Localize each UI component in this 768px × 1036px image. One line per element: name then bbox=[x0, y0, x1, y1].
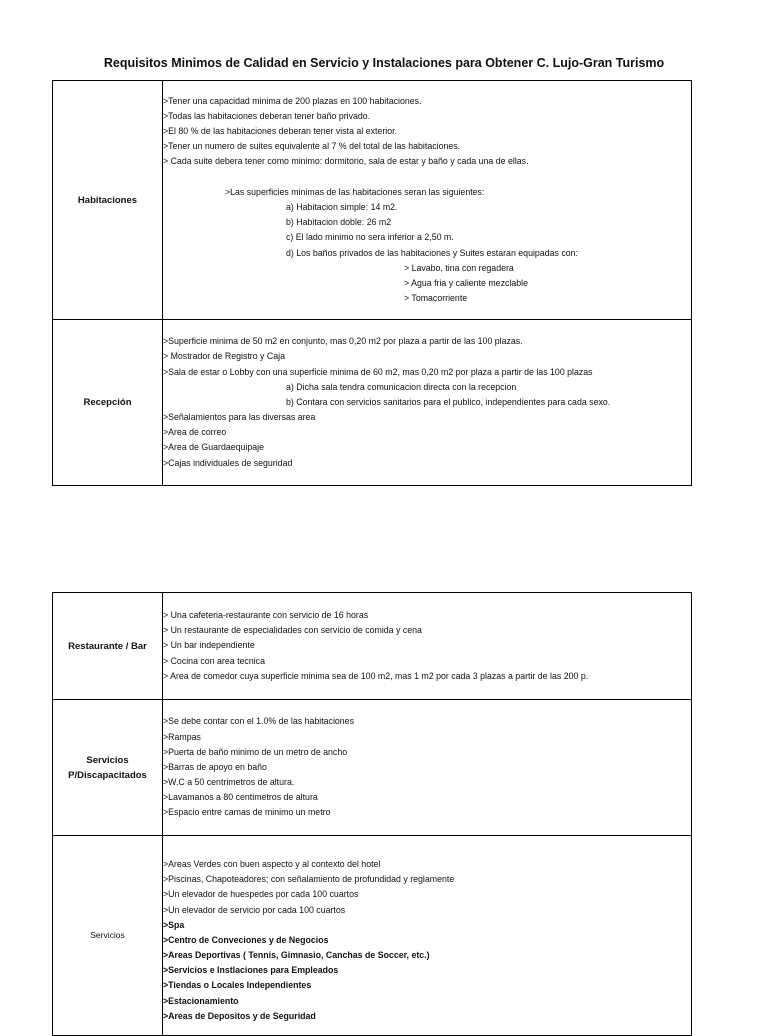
list-item: >W.C a 50 centrimetros de altura. bbox=[163, 777, 295, 788]
row-label-restaurante: Restaurante / Bar bbox=[53, 593, 163, 700]
sub-list-item: a) Dicha sala tendra comunicacion directa con la recepcion bbox=[286, 381, 517, 392]
row-label-discapacitados bbox=[53, 700, 163, 836]
row-label-recepcion: Recepción bbox=[53, 320, 163, 486]
list-item: >Tener una capacidad minima de 200 plazas en 100 habitaciones. bbox=[163, 95, 422, 106]
table-row-habitaciones bbox=[53, 81, 692, 320]
list-item: >Barras de apoyo en baño bbox=[163, 761, 267, 772]
list-item: > Mostrador de Registro y Caja bbox=[163, 351, 285, 362]
list-item: >Se debe contar con el 1.0% de las habitaciones bbox=[163, 716, 354, 727]
row-content-servicios bbox=[163, 836, 692, 1036]
sub-list-item: d) Los baños privados de las habitaciones y Suites estaran equipadas con: bbox=[286, 247, 578, 258]
row-label-servicios: Servicios bbox=[53, 836, 163, 1036]
list-item: >Superficie minima de 50 m2 en conjunto, mas 0,20 m2 por plaza a partir de las 100 plazas. bbox=[163, 336, 523, 347]
bath-list-item: > Lavabo, tina con regadera bbox=[404, 262, 514, 273]
spacer bbox=[163, 170, 691, 185]
list-item: >Puerta de baño minimo de un metro de ancho bbox=[163, 746, 348, 757]
list-item-bold: >Centro de Conveciones y de Negocios bbox=[163, 934, 329, 945]
table-row-discapacitados bbox=[53, 700, 692, 836]
list-item: >Tener un numero de suites equivalente al 7 % del total de las habitaciones. bbox=[163, 141, 461, 152]
list-item: > Cocina con area tecnica bbox=[163, 655, 265, 666]
row-content-recepcion bbox=[163, 320, 692, 486]
bath-list-item: > Agua fria y caliente mezclable bbox=[404, 277, 528, 288]
list-item: >Un elevador de huespedes por cada 100 cuartos bbox=[163, 889, 359, 900]
list-item: >Lavamanos a 80 centimetros de altura bbox=[163, 792, 318, 803]
list-item-bold: >Spa bbox=[163, 919, 185, 930]
list-item: >Area de Guardaequipaje bbox=[163, 442, 264, 453]
list-item: >Sala de estar o Lobby con una superficie minima de 60 m2, mas 0,20 m2 por plaza a partir de las 100 plazas bbox=[163, 366, 593, 377]
list-item: >El 80 % de las habitaciones deberan tener vista al exterior. bbox=[163, 126, 397, 137]
list-item-bold: >Estacionamiento bbox=[163, 995, 239, 1006]
list-item: > Una cafeteria-restaurante con servicio de 16 horas bbox=[163, 610, 369, 621]
list-item: >Señalamientos para las diversas area bbox=[163, 412, 316, 423]
requirements-table-2 bbox=[52, 592, 692, 1036]
list-item-bold: >Tiendas o Locales Independientes bbox=[163, 980, 312, 991]
bath-list-item: > Tomacorriente bbox=[404, 293, 468, 304]
row-label-habitaciones: Habitaciones bbox=[53, 81, 163, 320]
list-item: >Todas las habitaciones deberan tener baño privado. bbox=[163, 110, 371, 121]
list-item: >Espacio entre camas de minimo un metro bbox=[163, 807, 331, 818]
sub-list-item: a) Habitacion simple: 14 m2. bbox=[286, 202, 398, 212]
list-item-bold: >Servicios e Instlaciones para Empleados bbox=[163, 965, 339, 976]
list-item: >Rampas bbox=[163, 731, 201, 742]
sub-list-item: c) El lado minimo no sera inferior a 2,50 m. bbox=[286, 232, 454, 243]
list-item: > Area de comedor cuya superficie minima sea de 100 m2, mas 1 m2 por cada 3 plazas a partir de las 200 p. bbox=[163, 670, 589, 681]
list-item: >Areas Verdes con buen aspecto y al contexto del hotel bbox=[163, 858, 381, 869]
list-item: >Un elevador de servicio por cada 100 cuartos bbox=[163, 904, 346, 915]
list-item-bold: >Areas de Depositos y de Seguridad bbox=[163, 1010, 316, 1021]
list-item: >Cajas individuales de seguridad bbox=[163, 457, 293, 468]
row-content-habitaciones bbox=[163, 81, 692, 320]
row-label-line: P/Discapacitados bbox=[68, 769, 147, 781]
list-item: > Un bar independiente bbox=[163, 640, 255, 651]
table-row-recepcion bbox=[53, 320, 692, 486]
row-content-discapacitados bbox=[163, 700, 692, 836]
table-row-restaurante bbox=[53, 593, 692, 700]
sub-list-item: b) Habitacion doble: 26 m2 bbox=[286, 217, 392, 228]
table-row-servicios bbox=[53, 836, 692, 1036]
list-item: >Piscinas, Chapoteadores; con señalamiento de profundidad y reglamente bbox=[163, 874, 455, 885]
requirements-table-1 bbox=[52, 80, 692, 486]
row-label-line: Servicios bbox=[86, 754, 129, 766]
sub-intro: >Las superficies minimas de las habitaciones seran las siguientes: bbox=[225, 186, 485, 197]
list-item: > Un restaurante de especialidades con servicio de comida y cena bbox=[163, 625, 422, 636]
row-content-restaurante bbox=[163, 593, 692, 700]
list-item: > Cada suite debera tener como minimo: dormitorio, sala de estar y baño y cada una de ellas. bbox=[163, 156, 529, 167]
list-item: >Area de correo bbox=[163, 427, 227, 438]
document-title: Requisitos Minimos de Calidad en Servicio y Instalaciones para Obtener C. Lujo-Gran Turismo bbox=[103, 56, 665, 70]
list-item-bold: >Areas Deportivas ( Tennis, Gimnasio, Canchas de Soccer, etc.) bbox=[163, 950, 430, 961]
sub-list-item: b) Contara con servicios sanitarios para el publico, independientes para cada sexo. bbox=[286, 396, 611, 407]
